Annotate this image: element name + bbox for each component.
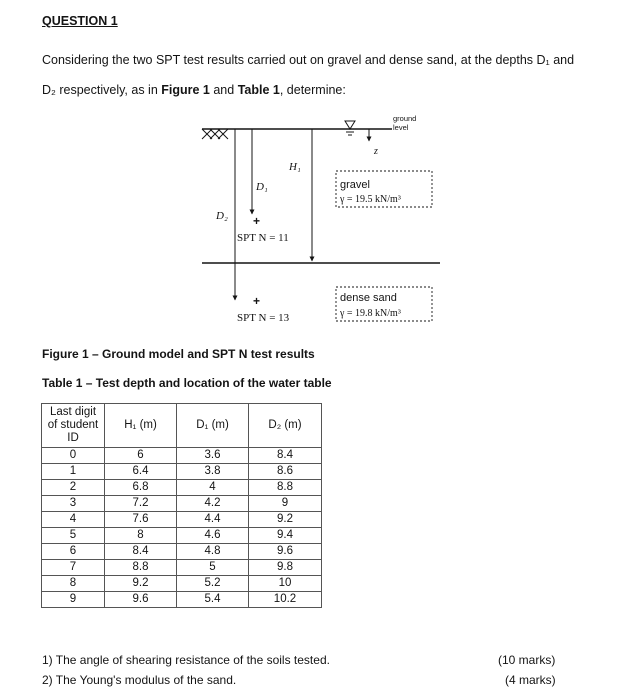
table-cell: 4.2	[177, 496, 249, 512]
table-cell: 6	[105, 448, 177, 464]
question-1-text: 1) The angle of shearing resistance of the soils tested.	[42, 653, 330, 667]
table-cell: 8	[105, 528, 177, 544]
ground-model-figure	[0, 0, 634, 340]
table-cell: 10	[249, 576, 322, 592]
table-cell: 1	[42, 464, 105, 480]
spt-test-1-marker: +	[253, 214, 261, 228]
question-2-text: 2) The Young's modulus of the sand.	[42, 673, 237, 687]
table-cell: 6.8	[105, 480, 177, 496]
question-2-marks: (4 marks)	[505, 673, 556, 687]
table-cell: 9.4	[249, 528, 322, 544]
d1-label: D₁	[256, 181, 268, 193]
table-cell: 4.8	[177, 544, 249, 560]
intro-suffix: , determine:	[279, 83, 346, 97]
h1-label: H₁	[289, 161, 301, 173]
header-col0-line3: ID	[67, 432, 79, 444]
z-axis-label: z	[374, 146, 378, 157]
table-row	[42, 592, 322, 608]
spt-test-2-label: SPT N = 13	[237, 312, 290, 324]
table-cell: 4	[177, 480, 249, 496]
table-row	[42, 576, 322, 592]
table-cell: 10.2	[249, 592, 322, 608]
gravel-layer-name: gravel	[340, 179, 370, 191]
table-cell: 8.6	[249, 464, 322, 480]
intro-line-1: Considering the two SPT test results carried out on gravel and dense sand, at the depths D₁ and	[42, 53, 575, 67]
header-col0-line2: of student	[47, 419, 99, 431]
intro-and: and	[209, 83, 238, 97]
table-header-row	[42, 404, 322, 448]
table-cell: 8.4	[249, 448, 322, 464]
table-reference: Table 1	[237, 83, 280, 97]
table-cell: 5.2	[177, 576, 249, 592]
table-cell: 4.6	[177, 528, 249, 544]
ground-level-label-line1: ground	[393, 114, 417, 123]
sand-unit-weight: γ = 19.8 kN/m³	[340, 308, 401, 319]
figure-caption: Figure 1 – Ground model and SPT N test results	[42, 347, 315, 361]
table-cell: 7.6	[105, 512, 177, 528]
ground-level-label-line2: level	[393, 123, 409, 132]
table-cell: 8.8	[105, 560, 177, 576]
question-heading: QUESTION 1	[42, 14, 118, 28]
table-cell: 4	[42, 512, 105, 528]
table-cell: 9.2	[249, 512, 322, 528]
sand-layer-name: dense sand	[340, 292, 397, 304]
table-caption: Table 1 – Test depth and location of the water table	[42, 376, 332, 390]
table-row	[42, 512, 322, 528]
table-cell: 9.6	[105, 592, 177, 608]
intro-prefix: D₂ respectively, as in	[42, 83, 162, 97]
table-cell: 9	[249, 496, 322, 512]
table-cell: 8.8	[249, 480, 322, 496]
table-cell: 9.6	[249, 544, 322, 560]
table-cell: 6.4	[105, 464, 177, 480]
table-cell: 0	[42, 448, 105, 464]
table-cell: 8	[42, 576, 105, 592]
table-header-h1: H₁ (m)	[105, 404, 177, 448]
table-row	[42, 448, 322, 464]
table-row	[42, 480, 322, 496]
table-header-student-id	[42, 404, 105, 448]
table-row	[42, 544, 322, 560]
table-cell: 5	[42, 528, 105, 544]
spt-test-2-marker: +	[253, 294, 261, 308]
table-cell: 2	[42, 480, 105, 496]
table-cell: 7.2	[105, 496, 177, 512]
ground-hatch	[202, 129, 228, 139]
table-header-d1: D₁ (m)	[177, 404, 249, 448]
table-cell: 9	[42, 592, 105, 608]
table-row	[42, 560, 322, 576]
table-row	[42, 528, 322, 544]
spt-test-1-label: SPT N = 11	[237, 232, 289, 244]
table-cell: 9.8	[249, 560, 322, 576]
table-cell: 9.2	[105, 576, 177, 592]
header-col0-line1: Last digit	[49, 406, 97, 418]
table-cell: 3.8	[177, 464, 249, 480]
table-row	[42, 464, 322, 480]
gravel-unit-weight: γ = 19.5 kN/m³	[340, 194, 401, 205]
table-cell: 5	[177, 560, 249, 576]
depth-table	[41, 403, 322, 608]
d2-label: D₂	[216, 210, 228, 222]
table-row	[42, 496, 322, 512]
table-cell: 3	[42, 496, 105, 512]
table-cell: 6	[42, 544, 105, 560]
table-cell: 3.6	[177, 448, 249, 464]
figure-reference: Figure 1	[161, 83, 210, 97]
question-1-marks: (10 marks)	[498, 653, 556, 667]
table-cell: 4.4	[177, 512, 249, 528]
water-table-icon	[345, 121, 355, 135]
table-cell: 5.4	[177, 592, 249, 608]
table-header-d2: D₂ (m)	[249, 404, 322, 448]
table-cell: 8.4	[105, 544, 177, 560]
table-cell: 7	[42, 560, 105, 576]
